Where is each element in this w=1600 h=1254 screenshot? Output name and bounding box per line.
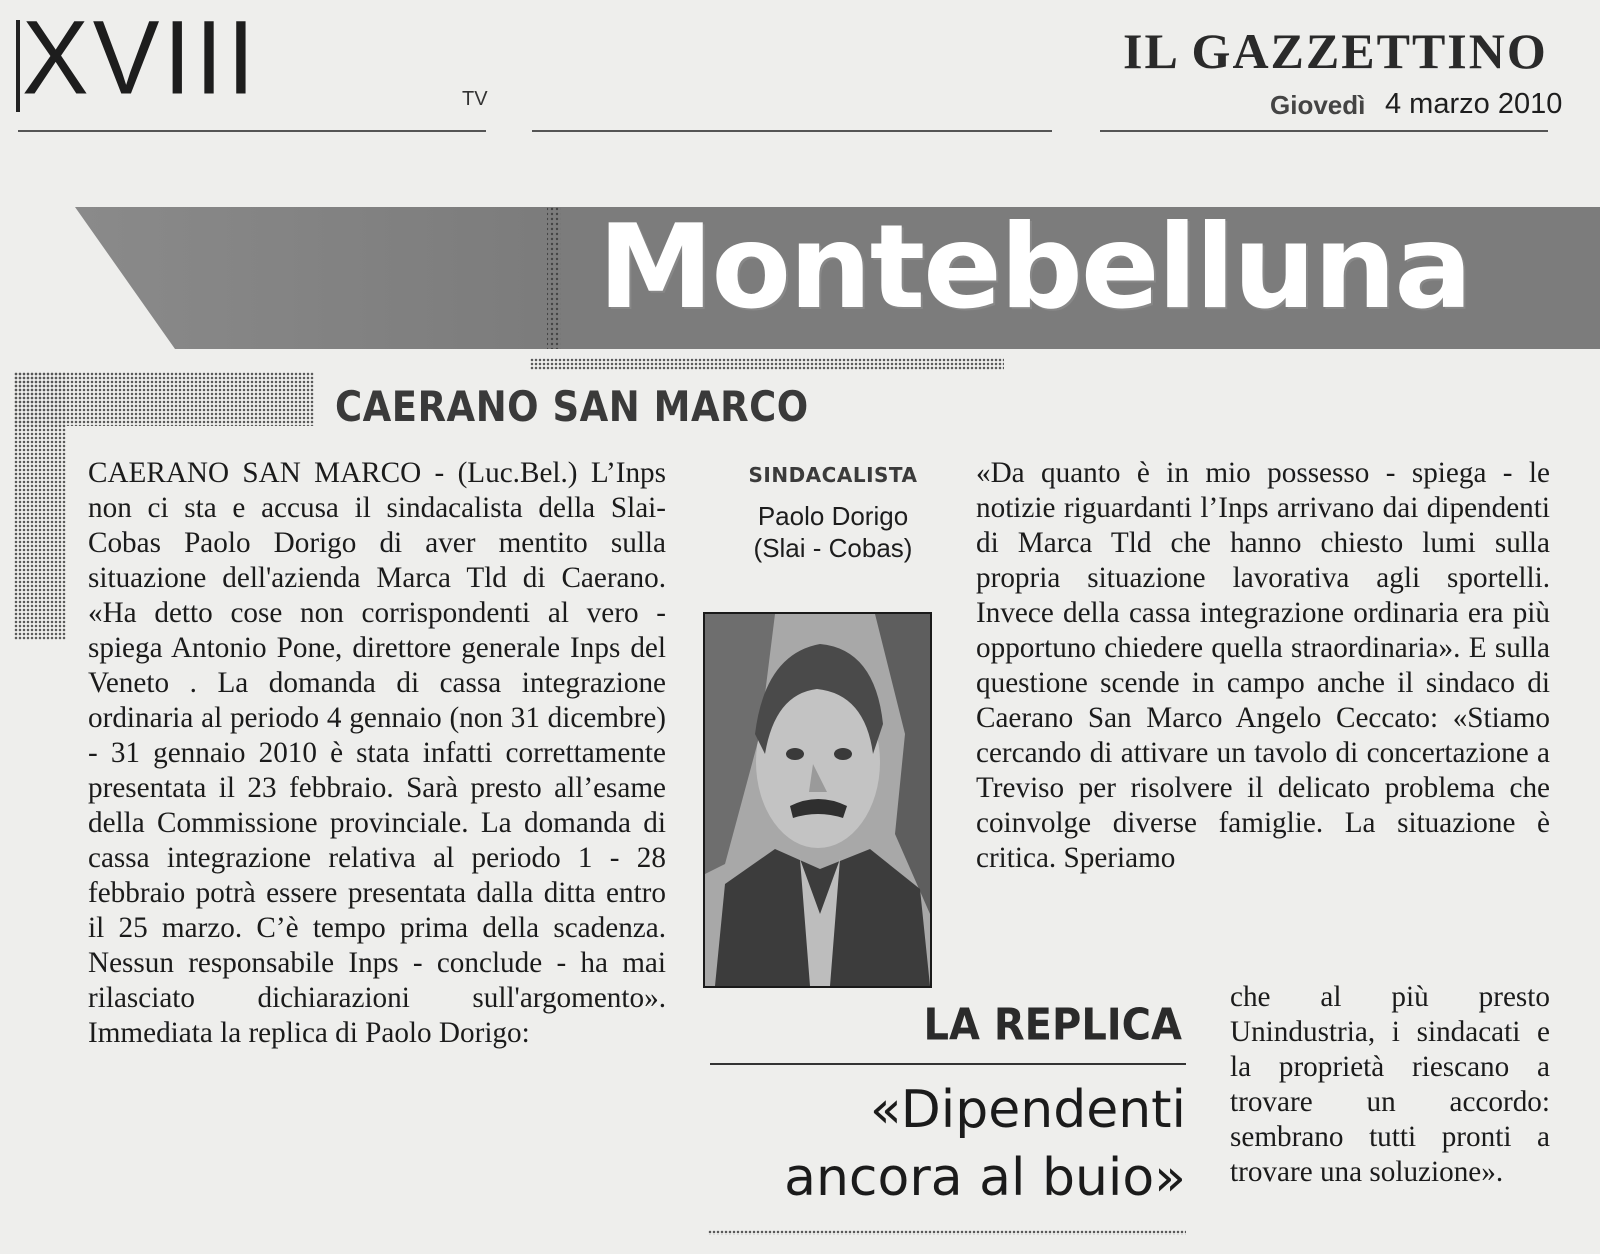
article-kicker: CAERANO SAN MARCO	[335, 383, 809, 432]
ornament-dotted-horizontal	[14, 372, 314, 426]
replica-label: LA REPLICA	[923, 1000, 1182, 1051]
ornament-dotted-bottom	[708, 1230, 1186, 1235]
page-number: XVIII	[22, 0, 259, 117]
replica-rule	[710, 1063, 1186, 1065]
newspaper-masthead: IL GAZZETTINO	[1123, 23, 1548, 79]
article-body-right: «Da quanto è in mio possesso - spiega - le notizie riguardanti l’Inps arrivano dai dipendenti di Marca Tld che hanno chiesto lumi sulla propria situazione lavorativa agli sportelli. Invece della cassa integrazione ordinaria era più opportuno chiedere quella straordinaria». E sulla questione scende in campo anche il sindaco di Caerano San Marco Angelo Ceccato: «Stiamo cercando di attivare un tavolo di concertazione a Treviso per risolvere il delicato problema che coinvolge diverse famiglie. La situazione è critica. Speriamo	[976, 457, 1550, 874]
issue-day: Giovedì	[1270, 90, 1366, 120]
edition-label: TV	[462, 88, 488, 110]
article-column-3-tail	[1230, 980, 1550, 1190]
replica-headline	[700, 1076, 1186, 1212]
ornament-dotted-top	[530, 358, 1004, 370]
photo-caption-org: (Slai - Cobas)	[753, 533, 913, 563]
photo-tag: SINDACALISTA	[748, 463, 918, 487]
portrait-photo	[703, 612, 932, 988]
article-column-1	[88, 456, 666, 1051]
portrait-image	[705, 614, 930, 986]
header-rule-right	[1100, 130, 1548, 132]
replica-headline-line1: «Dipendenti	[869, 1080, 1186, 1140]
section-title: Montebelluna	[598, 200, 1471, 335]
replica-headline-line2: ancora al buio»	[784, 1148, 1186, 1208]
article-body-right-tail: che al più presto Unindustria, i sindacati e la proprietà riescano a trovare un accordo: sembrano tutti pronti a trovare una soluzione».	[1230, 981, 1550, 1188]
header-rule-center	[532, 130, 1052, 132]
photo-caption-name: Paolo Dorigo	[757, 501, 909, 531]
header-rule-left	[18, 130, 486, 132]
issue-date: 4 marzo 2010	[1385, 88, 1563, 120]
article-body-left: CAERANO SAN MARCO - (Luc.Bel.) L’Inps non ci sta e accusa il sindacalista della Slai-Cobas Paolo Dorigo di aver mentito sulla situazione dell'azienda Marca Tld di Caerano. «Ha detto cose non corrispondenti al vero - spiega Antonio Pone, direttore generale Inps del Veneto . La domanda di cassa integrazione ordinaria al periodo 4 gennaio (non 31 dicembre) - 31 gennaio 2010 è stata infatti correttamente presentata il 23 febbraio. Sarà presto all’esame della Commissione provinciale. La domanda di cassa integrazione relativa al periodo 1 - 28 febbraio potrà essere presentata dalla ditta entro il 25 marzo. C’è tempo prima della scadenza. Nessun responsabile Inps - conclude - ha mai rilasciato dichiarazioni sull'argomento». Immediata la replica di Paolo Dorigo:	[88, 457, 666, 1049]
photo-caption	[733, 500, 933, 564]
article-column-3	[976, 456, 1550, 876]
page-number-bar	[16, 20, 20, 112]
